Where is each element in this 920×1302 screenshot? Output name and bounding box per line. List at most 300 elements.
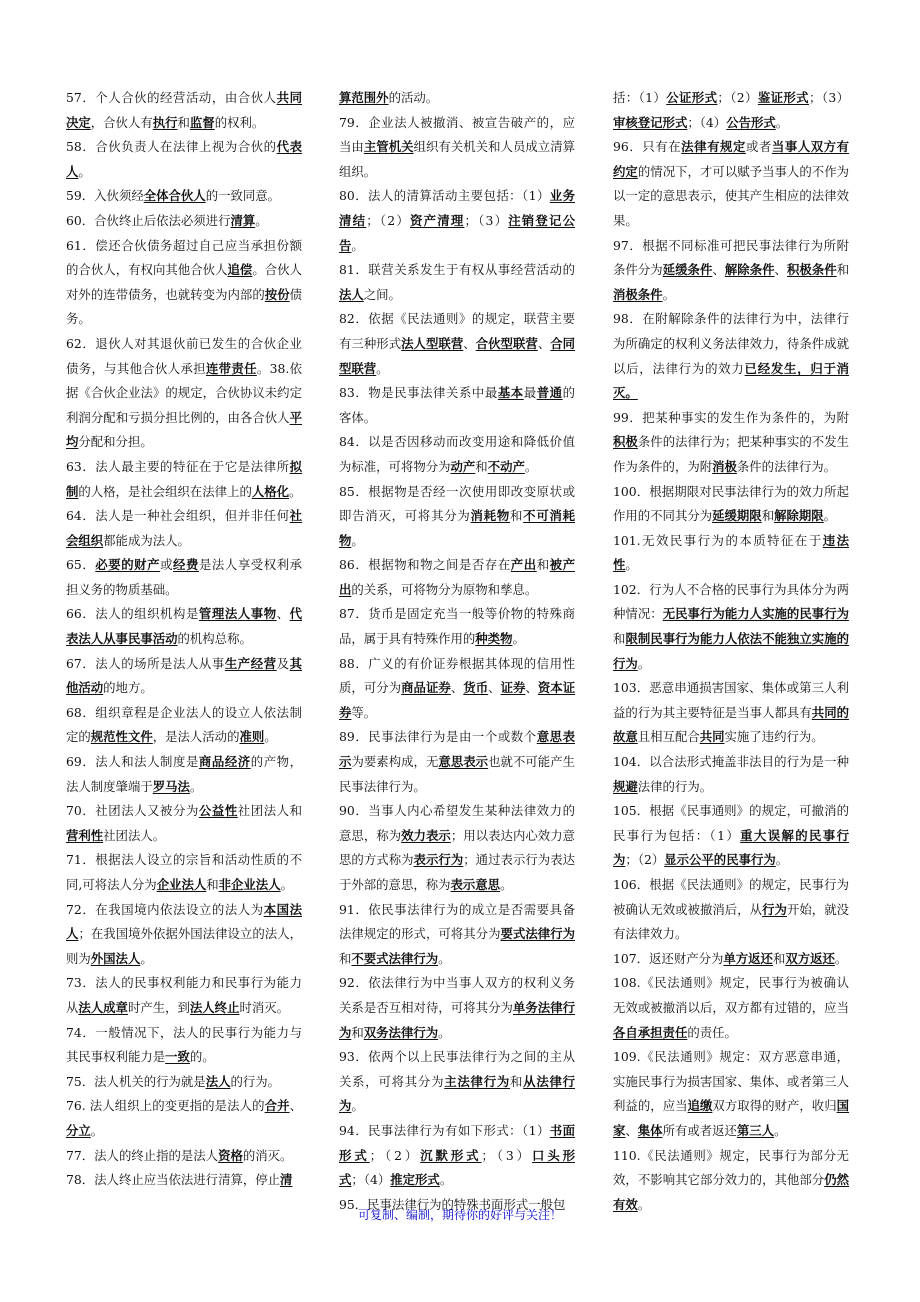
text-segment: 的客体。 xyxy=(339,385,576,425)
underlined-answer: 推定形式 xyxy=(390,1172,440,1188)
text-segment: 77．法人的终止指的是法人 xyxy=(66,1147,219,1163)
list-item xyxy=(66,209,302,234)
text-segment: 86．根据物和物之间是否存在 xyxy=(339,557,511,573)
underlined-answer: 消极 xyxy=(712,458,737,474)
list-item xyxy=(339,307,575,381)
text-segment: 、 xyxy=(537,335,551,351)
text-segment: 的活动。 xyxy=(388,90,439,105)
text-segment: 。 xyxy=(438,950,451,966)
underlined-answer: 证券 xyxy=(500,680,526,696)
underlined-answer: 资格 xyxy=(218,1147,243,1163)
list-item xyxy=(613,676,849,750)
text-segment: 的消灭。 xyxy=(242,1147,293,1163)
text-segment: 74．一般情况下，法人的民事行为能力与其民事权利能力是 xyxy=(66,1024,302,1065)
text-segment: ；（2） xyxy=(369,1147,421,1163)
list-item xyxy=(339,430,575,479)
underlined-answer: 罗马法 xyxy=(152,778,190,794)
list-item xyxy=(339,725,575,799)
list-item xyxy=(339,971,575,1045)
text-segment: 104．以合法形式掩盖非法目的行为是一种 xyxy=(613,754,849,770)
underlined-answer: 沉默形式 xyxy=(420,1147,482,1163)
underlined-answer: 主管机关 xyxy=(363,139,414,155)
list-item xyxy=(66,86,302,135)
text-segment: 96．只有在 xyxy=(613,139,682,155)
text-segment: 85．根据物是否经一次使用即改变原状或即告消灭，可将其分为 xyxy=(339,483,575,524)
text-segment: 。 xyxy=(264,729,277,745)
text-segment: 71．根据法人设立的宗旨和活动性质的不同,可将法人分为 xyxy=(66,852,302,892)
text-segment: ；（3） xyxy=(464,212,509,228)
text-segment: 、 xyxy=(289,1098,302,1114)
underlined-answer: 代表人 xyxy=(66,139,302,179)
text-segment: 99．把某种事实的发生作为条件的，为附 xyxy=(613,409,849,425)
text-segment: 。 xyxy=(255,212,268,228)
underlined-answer: 共同决定 xyxy=(66,90,302,130)
text-segment: 。 xyxy=(78,163,91,179)
underlined-answer: 资产清理 xyxy=(409,212,465,228)
underlined-answer: 必要的财产 xyxy=(95,557,161,573)
underlined-answer: 鉴证形式 xyxy=(757,90,809,105)
text-segment: 。 xyxy=(637,655,651,671)
text-segment: 括：（1） xyxy=(613,90,667,105)
list-item xyxy=(339,480,575,554)
text-segment: 109.《民法通则》规定：双方恶意串通，实施民事行为损害国家、集体、或者第三人利益的，应当 xyxy=(613,1049,849,1114)
underlined-answer: 商品经济 xyxy=(198,754,251,770)
list-item xyxy=(613,873,849,947)
text-segment: 69．法人和法人制度是 xyxy=(66,754,199,770)
text-segment: 。 xyxy=(775,852,789,868)
text-segment: 59．入伙须经 xyxy=(66,188,144,204)
text-segment: 、 xyxy=(774,262,787,278)
underlined-answer: 书面形式 xyxy=(339,1122,576,1163)
text-segment: 72．在我国境内依法设立的法人为 xyxy=(66,901,264,917)
text-segment: 、 xyxy=(625,1122,638,1138)
list-item xyxy=(66,799,302,848)
text-segment: ；（4） xyxy=(351,1172,391,1188)
underlined-answer: 执行 xyxy=(152,114,178,130)
underlined-answer: 追缴 xyxy=(687,1098,713,1114)
list-item xyxy=(613,750,849,799)
text-segment: 的一致同意。 xyxy=(205,188,281,204)
text-segment: 84．以是否因移动而改变用途和降低价值为标准，可将物分为 xyxy=(339,434,575,474)
underlined-answer: 人格化 xyxy=(251,483,290,499)
text-segment: 75．法人机关的行为就是 xyxy=(66,1073,206,1089)
text-segment: 。 xyxy=(90,1122,104,1138)
text-segment: 62．退伙人对其退伙前已发生的合伙企业债务，与其他合伙人承担 xyxy=(66,335,302,376)
underlined-answer: 不可消耗物 xyxy=(339,508,576,548)
list-item xyxy=(613,86,849,135)
text-segment: 。合伙人对外的连带债务，也就转变为内部的 xyxy=(66,262,303,302)
list-item xyxy=(66,234,302,332)
text-segment: ；用以表达内心效力意思的方式称为 xyxy=(339,827,576,868)
underlined-answer: 注销登记公告 xyxy=(339,212,576,253)
text-segment: 和 xyxy=(772,950,786,966)
list-item xyxy=(613,578,849,676)
underlined-answer: 生产经营 xyxy=(224,655,277,671)
list-item xyxy=(613,1045,849,1143)
underlined-answer: 违法性 xyxy=(613,532,850,573)
text-segment: 和 xyxy=(475,458,488,474)
underlined-answer: 业务清结 xyxy=(339,188,576,228)
text-segment: 。 xyxy=(625,557,638,573)
underlined-answer: 不要式法律行为 xyxy=(351,950,439,966)
text-segment: ；（3） xyxy=(481,1147,532,1163)
text-segment: 的责任。 xyxy=(687,1024,737,1040)
underlined-answer: 无民事行为能力人实施的民事行为 xyxy=(662,606,850,622)
underlined-answer: 共同 xyxy=(699,729,725,745)
underlined-answer: 解除期限 xyxy=(774,508,824,524)
list-item xyxy=(66,898,302,972)
underlined-answer: 法人型联营 xyxy=(401,335,464,351)
underlined-answer: 限制民事行为能力人依法不能独立实施的行为 xyxy=(613,631,850,671)
text-segment: 。 xyxy=(823,508,837,524)
text-column-2 xyxy=(339,86,575,1217)
underlined-answer: 要式法律行为 xyxy=(500,926,576,942)
underlined-answer: 规范性文件 xyxy=(90,729,153,745)
underlined-answer: 本国法人 xyxy=(66,901,302,942)
text-segment: 实施了违约行为。 xyxy=(724,729,824,745)
list-item xyxy=(339,1045,575,1119)
text-segment: 或 xyxy=(160,557,174,573)
text-segment: 或者 xyxy=(745,139,772,155)
text-segment: ；（4） xyxy=(687,114,727,130)
underlined-answer: 追偿 xyxy=(227,262,253,278)
list-item xyxy=(66,1168,302,1193)
text-segment: 91．依民事法律行为的成立是否需要具备法律规定的形式，可将其分为 xyxy=(339,901,575,942)
underlined-answer: 公告形式 xyxy=(726,114,776,130)
list-item xyxy=(66,1144,302,1169)
underlined-answer: 清 xyxy=(280,1172,293,1188)
underlined-answer: 法人 xyxy=(339,286,364,302)
underlined-answer: 商品证券 xyxy=(401,680,451,696)
text-segment: 都能成为法人。 xyxy=(103,532,190,548)
list-item xyxy=(339,86,575,111)
text-segment: ；（2） xyxy=(717,90,758,105)
underlined-answer: 连带责任 xyxy=(205,360,257,376)
underlined-answer: 清算 xyxy=(230,212,256,228)
list-item xyxy=(66,750,302,799)
underlined-answer: 全体合伙人 xyxy=(143,188,206,204)
underlined-answer: 法人成章 xyxy=(78,999,128,1015)
text-segment: 76. 法人组织上的变更指的是法人的 xyxy=(66,1098,265,1114)
text-segment: 及 xyxy=(276,655,290,671)
text-segment: 且相互配合 xyxy=(637,729,700,745)
underlined-answer: 基本 xyxy=(497,385,524,401)
list-item xyxy=(66,455,302,504)
text-segment: 87．货币是固定充当一般等价物的特殊商品，属于具有特殊作用的 xyxy=(339,606,575,647)
underlined-answer: 法律有规定 xyxy=(681,139,746,155)
underlined-answer: 效力表示 xyxy=(401,827,451,843)
underlined-answer: 延缓条件 xyxy=(662,262,713,278)
underlined-answer: 国家 xyxy=(613,1098,850,1138)
text-segment: 。 xyxy=(376,360,389,376)
text-segment: 的产物，法人制度肇端于 xyxy=(66,754,303,794)
text-segment: 债务。 xyxy=(66,286,303,327)
text-segment: 81．联营关系发生于有权从事经营活动的 xyxy=(339,262,575,278)
text-segment: 。 xyxy=(524,458,538,474)
underlined-answer: 普通 xyxy=(536,385,563,401)
list-item xyxy=(66,848,302,897)
underlined-answer: 不动产 xyxy=(487,458,525,474)
text-segment: 所有或者返还 xyxy=(662,1122,737,1138)
text-segment: 为要素构成，无 xyxy=(351,754,439,770)
underlined-answer: 货币 xyxy=(463,680,489,696)
underlined-answer: 法人终止 xyxy=(189,999,240,1015)
text-segment: 92．依法律行为中当事人双方的权利义务关系是否互相对待，可将其分为 xyxy=(339,975,575,1015)
text-segment: 98．在附解除条件的法律行为中，法律行为所确定的权利义务法律效力，待条件成就以后，法律行为的效力 xyxy=(613,311,849,376)
underlined-answer: 审核登记形式 xyxy=(613,114,688,130)
text-segment: 64．法人是一种社会组织，但并非任何 xyxy=(66,508,290,524)
text-segment: 和 xyxy=(536,557,550,573)
text-segment: 68．组织章程是企业法人的设立人依法制定的 xyxy=(66,704,302,745)
underlined-answer: 单务法律行为 xyxy=(339,999,576,1040)
underlined-answer: 营利性 xyxy=(66,827,104,843)
underlined-answer: 被产出 xyxy=(339,557,576,597)
underlined-answer: 经费 xyxy=(173,557,199,573)
text-segment: 60．合伙终止后依法必须进行 xyxy=(66,212,231,228)
underlined-answer: 代表法人从事民事活动 xyxy=(66,606,303,647)
underlined-answer: 社会组织 xyxy=(66,508,302,548)
text-segment: 和 xyxy=(761,508,775,524)
underlined-answer: 单方返还 xyxy=(723,950,773,966)
text-segment: 73．法人的民事权利能力和民事行为能力从 xyxy=(66,975,302,1015)
text-segment: 社团法人。 xyxy=(103,827,166,843)
text-segment: 。 xyxy=(351,1098,364,1114)
text-segment: 。 xyxy=(438,1024,451,1040)
underlined-answer: 消极条件 xyxy=(613,286,663,302)
underlined-answer: 合同型联营 xyxy=(339,335,576,376)
underlined-answer: 共同的故意 xyxy=(613,704,850,745)
underlined-answer: 公证形式 xyxy=(666,90,718,105)
text-segment: 时产生，到 xyxy=(127,999,190,1015)
text-segment: 79．企业法人被撤消、被宣告破产的，应当由 xyxy=(339,114,575,155)
text-segment: 的地方。 xyxy=(103,680,153,696)
text-segment: 90．当事人内心希望发生某种法律效力的意思，称为 xyxy=(339,803,575,843)
text-segment: 的行为。 xyxy=(230,1073,281,1089)
underlined-answer: 第三人 xyxy=(736,1122,775,1138)
text-segment: 58．合伙负责人在法律上视为合伙的 xyxy=(66,139,277,155)
list-item xyxy=(339,258,575,307)
text-segment: ；（3） xyxy=(808,90,850,105)
list-item xyxy=(339,898,575,972)
text-segment: 95．民事法律行为的特殊书面形式一般包 xyxy=(339,1196,566,1212)
text-segment: 。 xyxy=(140,950,153,966)
text-segment: ；（2） xyxy=(625,852,665,868)
text-segment: 107．返还财产分为 xyxy=(613,950,724,966)
text-segment: 。 xyxy=(637,1196,651,1212)
text-segment: 、 xyxy=(525,680,538,696)
list-item xyxy=(66,135,302,184)
text-segment: 。 xyxy=(439,1172,453,1188)
underlined-answer: 口头形式 xyxy=(339,1147,576,1188)
underlined-answer: 拟制 xyxy=(66,458,302,499)
list-item xyxy=(339,1119,575,1193)
text-segment: 103．恶意串通损害国家、集体或第三人利益的行为其主要特征是当事人都具有 xyxy=(613,680,849,720)
text-segment: 。 xyxy=(834,950,848,966)
list-item xyxy=(339,602,575,651)
list-item xyxy=(339,111,575,185)
underlined-answer: 种类物 xyxy=(475,631,513,647)
text-segment: 78．法人终止应当依法进行清算，停止 xyxy=(66,1172,281,1188)
text-segment: ；在我国境外依据外国法律设立的法人，则为 xyxy=(66,926,303,966)
text-segment: 和 xyxy=(836,262,850,278)
text-segment: 的人格，是社会组织在法律上的 xyxy=(78,483,252,499)
list-item xyxy=(339,652,575,726)
list-item xyxy=(339,799,575,897)
underlined-answer: 主法律行为 xyxy=(444,1073,511,1089)
list-item xyxy=(613,799,849,873)
list-item xyxy=(613,307,849,405)
text-segment: 。 xyxy=(500,877,513,892)
list-item xyxy=(66,1070,302,1095)
text-segment: 。38.依据《合伙企业法》的规定，合伙协议未约定利润分配和亏损分担比例的，由各合伙人 xyxy=(66,360,302,425)
text-segment: 的。 xyxy=(189,1049,215,1065)
underlined-answer: 解除条件 xyxy=(724,262,775,278)
text-segment: 条件的法律行为；把某种事实的不发生作为条件的，为附 xyxy=(613,434,850,474)
underlined-answer: 显示公平的民事行为 xyxy=(664,852,776,868)
list-item xyxy=(66,652,302,701)
underlined-answer: 合伙型联营 xyxy=(475,335,538,351)
underlined-answer: 表示行为 xyxy=(413,852,464,868)
text-segment: 93．依两个以上民事法律行为之间的主从关系，可将其分为 xyxy=(339,1049,575,1089)
text-segment: 108.《民法通则》规定，民事行为被确认无效或被撤消以后，双方都有过错的，应当 xyxy=(613,975,849,1015)
text-segment: 、 xyxy=(463,335,476,351)
text-segment: 。 xyxy=(280,877,293,892)
text-segment: 、 xyxy=(488,680,501,696)
text-segment: 社团法人和 xyxy=(237,803,303,819)
text-segment: ，合伙人有 xyxy=(90,114,153,130)
text-segment: 。 xyxy=(512,631,525,647)
underlined-answer: 平均 xyxy=(66,409,302,450)
list-item xyxy=(66,971,302,1020)
underlined-answer: 法人 xyxy=(205,1073,231,1089)
text-segment: 。 xyxy=(351,237,364,253)
text-column-1 xyxy=(66,86,302,1193)
text-segment: 。 xyxy=(775,114,789,130)
underlined-answer: 一致 xyxy=(165,1049,190,1065)
text-segment: 和 xyxy=(510,508,524,524)
text-segment: 。 xyxy=(351,532,364,548)
list-item xyxy=(66,1094,302,1143)
text-segment: 。 xyxy=(774,1122,787,1138)
text-segment: 和 xyxy=(177,114,190,130)
text-segment: 102．行为人不合格的民事行为具体分为两种情况： xyxy=(613,581,849,622)
text-segment: 82．依据《民法通则》的规定，联营主要有三种形式 xyxy=(339,311,575,351)
list-item xyxy=(613,480,849,529)
text-segment: 106．根据《民法通则》的规定，民事行为被确认无效或被撤消后，从 xyxy=(613,877,849,917)
list-item xyxy=(613,529,849,578)
text-segment: 94．民事法律行为有如下形式：（1） xyxy=(339,1122,550,1138)
list-item xyxy=(613,406,849,480)
text-segment: ，是法人活动的 xyxy=(152,729,240,745)
text-segment: 83．物是民事法律关系中最 xyxy=(339,385,498,401)
text-segment: 、 xyxy=(450,680,464,696)
footer-note: 可复制、编制，期待你的好评与关注！ xyxy=(357,1208,562,1222)
underlined-answer: 已经发生，归于消灭。 xyxy=(613,360,850,401)
text-segment: 是法人享受权利承担义务的物质基础。 xyxy=(66,557,303,597)
text-segment: 时消灭。 xyxy=(239,999,290,1015)
text-segment: 也就不可能产生民事法律行为。 xyxy=(339,754,576,794)
underlined-answer: 从法律行为 xyxy=(339,1073,576,1114)
underlined-answer: 其他活动 xyxy=(66,655,303,696)
underlined-answer: 分立 xyxy=(66,1122,91,1138)
text-segment: 65． xyxy=(66,557,96,573)
text-segment: 101.无效民事行为的本质特征在于 xyxy=(613,532,823,548)
text-segment: 等。 xyxy=(351,704,377,720)
list-item xyxy=(613,971,849,1045)
list-item xyxy=(613,947,849,972)
text-segment: ；（2） xyxy=(366,212,410,228)
text-segment: 和 xyxy=(206,877,219,892)
underlined-answer: 准则 xyxy=(239,729,265,745)
underlined-answer: 双务法律行为 xyxy=(363,1024,439,1040)
underlined-answer: 行为 xyxy=(762,901,787,917)
text-segment: 105．根据《民事通则》的规定，可撤消的民事行为包括：（1） xyxy=(613,803,849,843)
text-segment: 。 xyxy=(189,778,203,794)
underlined-answer: 积极 xyxy=(613,434,638,450)
underlined-answer: 监督 xyxy=(189,114,215,130)
text-segment: 61．偿还合伙债务超过自己应当承担份额的合伙人，有权向其他合伙人 xyxy=(66,237,302,278)
text-segment: 法律的行为。 xyxy=(637,778,713,794)
text-segment: 63．法人最主要的特征在于它是法律所 xyxy=(66,458,290,474)
underlined-answer: 当事人双方有约定 xyxy=(613,139,850,179)
underlined-answer: 按份 xyxy=(264,286,290,302)
text-segment: 100．根据期限对民事法律行为的效力所起作用的不同其分为 xyxy=(613,483,849,524)
text-segment: 、 xyxy=(712,262,725,278)
text-segment: 和 xyxy=(351,1024,364,1040)
text-segment: 之间。 xyxy=(363,286,401,302)
list-item xyxy=(339,381,575,430)
underlined-answer: 延缓期限 xyxy=(712,508,762,524)
underlined-answer: 产出 xyxy=(510,557,537,573)
list-item xyxy=(613,135,849,233)
underlined-answer: 公益性 xyxy=(198,803,238,819)
text-segment: 89．民事法律行为是由一个或数个 xyxy=(339,729,537,745)
list-item xyxy=(613,234,849,308)
underlined-answer: 表示意思 xyxy=(450,877,501,892)
text-segment: 70．社团法人又被分为 xyxy=(66,803,199,819)
underlined-answer: 动产 xyxy=(450,458,476,474)
underlined-answer: 算范围外 xyxy=(339,90,389,105)
list-item xyxy=(66,184,302,209)
text-segment: 条件的法律行为。 xyxy=(736,458,837,474)
text-segment: 、 xyxy=(276,606,290,622)
list-item xyxy=(66,602,302,651)
text-segment: 97．根据不同标准可把民事法律行为所附条件分为 xyxy=(613,237,849,278)
text-column-3 xyxy=(613,86,849,1217)
text-segment: 67．法人的场所是法人从事 xyxy=(66,655,225,671)
text-segment: 分配和分担。 xyxy=(78,434,153,450)
underlined-answer: 规避 xyxy=(613,778,638,794)
underlined-answer: 集体 xyxy=(637,1122,663,1138)
underlined-answer: 积极条件 xyxy=(786,262,837,278)
text-segment: ；通过表示行为表达于外部的意思，称为 xyxy=(339,852,576,892)
text-segment: 双方取得的财产，收归 xyxy=(712,1098,837,1114)
text-segment: 开始，就没有法律效力。 xyxy=(613,901,850,942)
text-segment: 的权利。 xyxy=(214,114,265,130)
text-segment: 110.《民法通则》规定，民事行为部分无效，不影响其它部分效力的，其他部分 xyxy=(613,1147,849,1188)
underlined-answer: 意思表示 xyxy=(438,754,489,770)
list-item xyxy=(339,553,575,602)
underlined-answer: 合并 xyxy=(264,1098,290,1114)
text-segment: 组织有关机关和人员成立清算组织。 xyxy=(339,139,576,179)
underlined-answer: 各自承担责任 xyxy=(613,1024,688,1040)
underlined-answer: 外国法人 xyxy=(90,950,141,966)
underlined-answer: 企业法人 xyxy=(156,877,207,892)
list-item xyxy=(339,184,575,258)
text-segment: 。 xyxy=(662,286,675,302)
list-item xyxy=(66,332,302,455)
underlined-answer: 意思表示 xyxy=(339,729,575,770)
